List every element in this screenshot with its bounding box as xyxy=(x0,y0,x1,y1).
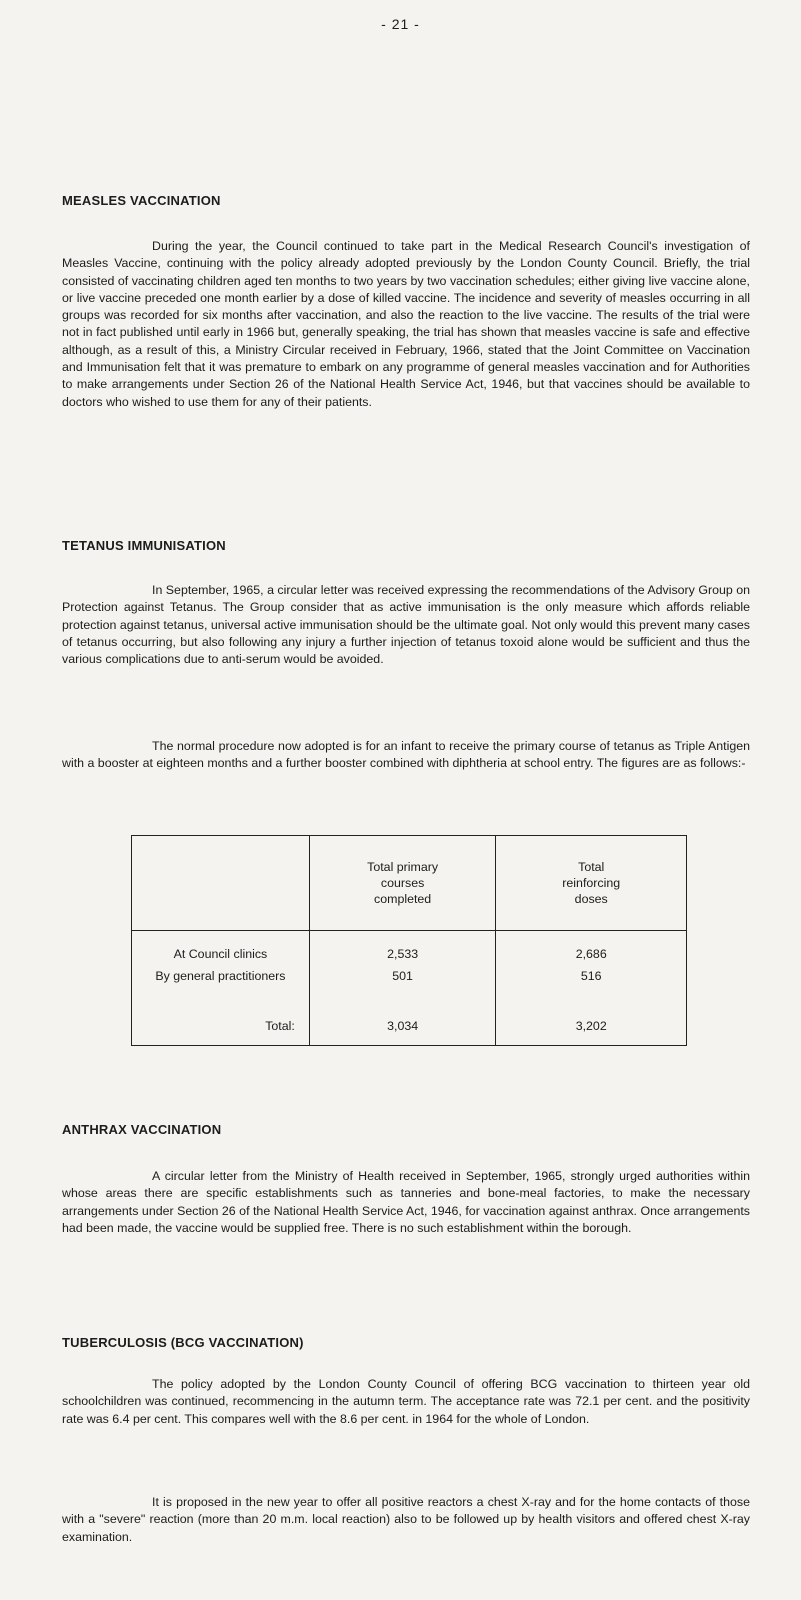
table-reinforcing-values xyxy=(496,931,687,1008)
table-header-row xyxy=(132,836,687,931)
table-primary-values xyxy=(309,931,496,1008)
tetanus-paragraph-1: In September, 1965, a circular letter was received expressing the recommendations of the Advisory Group on Protection against Tetanus. The Group consider that as active immunisation is the only measure which affords reliable protection against tetanus, universal active immunisation should be the ultimate goal. Not only would this prevent many cases of tetanus occurring, but also following any injury a further injection of tetanus toxoid alone would be sufficient and thus the various complications due to anti-serum would be avoided. xyxy=(62,583,750,667)
cell-primary-gp: 501 xyxy=(392,969,413,983)
row-label-general-practitioners: By general practitioners xyxy=(155,969,286,983)
table-body-row xyxy=(132,931,687,1008)
total-label: Total: xyxy=(132,1007,310,1046)
table-row-labels xyxy=(132,931,310,1008)
measles-heading: MEASLES VACCINATION xyxy=(62,193,221,208)
anthrax-paragraph: A circular letter from the Ministry of Health received in September, 1965, strongly urged authorities within whose areas there are specific establishments such as tanneries and bone-meal factories, to make the necessary arrangements under Section 26 of the National Health Service Act, 1946, for vaccination against anthrax. Once arrangements had been made, the vaccine would be supplied free. There is no such establishment within the borough. xyxy=(62,1169,750,1235)
table-header-primary: Total primary courses completed xyxy=(309,836,496,931)
anthrax-heading: ANTHRAX VACCINATION xyxy=(62,1122,222,1137)
cell-primary-council: 2,533 xyxy=(387,947,419,961)
table-header-blank xyxy=(132,836,310,931)
measles-paragraph: During the year, the Council continued to take part in the Medical Research Council's investigation of Measles Vaccine, continuing with the policy already adopted previously by the London County Council. Briefly, the trial consisted of vaccinating children aged ten months to two years by two vaccination schedules; either giving live vaccine alone, or live vaccine preceded one month earlier by a dose of killed vaccine. The incidence and severity of measles occurring in all groups was recorded for six months after vaccination, and also the reaction to the live vaccine. The results of the trial were not in fact published until early in 1966 but, generally speaking, the trial has shown that measles vaccine is safe and effective although, as a result of this, a Ministry Circular received in February, 1966, stated that the Joint Committee on Vaccination and Immunisation felt that it was premature to embark on any programme of general measles vaccination and for Authorities to make arrangements under Section 26 of the National Health Service Act, 1946, but that vaccines should be available to doctors who wished to use them for any of their patients. xyxy=(62,239,750,409)
table-total-row xyxy=(132,1007,687,1046)
page-number: - 21 - xyxy=(381,16,420,32)
tetanus-heading: TETANUS IMMUNISATION xyxy=(62,538,226,553)
tuberculosis-paragraph-1: The policy adopted by the London County Council of offering BCG vaccination to thirteen year old schoolchildren was continued, recommencing in the autumn term. The acceptance rate was 72.1 per cent. and the positivity rate was 6.4 per cent. This compares well with the 8.6 per cent. in 1964 for the whole of London. xyxy=(62,1377,750,1426)
tuberculosis-heading: TUBERCULOSIS (BCG VACCINATION) xyxy=(62,1335,304,1350)
cell-reinforcing-council: 2,686 xyxy=(575,947,607,961)
total-reinforcing: 3,202 xyxy=(496,1007,687,1046)
total-primary: 3,034 xyxy=(309,1007,496,1046)
cell-reinforcing-gp: 516 xyxy=(580,969,602,983)
table-header-reinforcing: Total reinforcing doses xyxy=(496,836,687,931)
tetanus-paragraph-2: The normal procedure now adopted is for an infant to receive the primary course of tetanus as Triple Antigen with a booster at eighteen months and a further booster combined with diphtheria at school entry. The figures are as follows:- xyxy=(62,739,750,771)
tuberculosis-paragraph-2: It is proposed in the new year to offer all positive reactors a chest X-ray and for the home contacts of those with a "severe" reaction (more than 20 m.m. local reaction) also to be followed up by health visitors and offered chest X-ray examination. xyxy=(62,1495,750,1544)
tetanus-figures-table xyxy=(131,835,687,1046)
row-label-council-clinics: At Council clinics xyxy=(173,947,268,961)
